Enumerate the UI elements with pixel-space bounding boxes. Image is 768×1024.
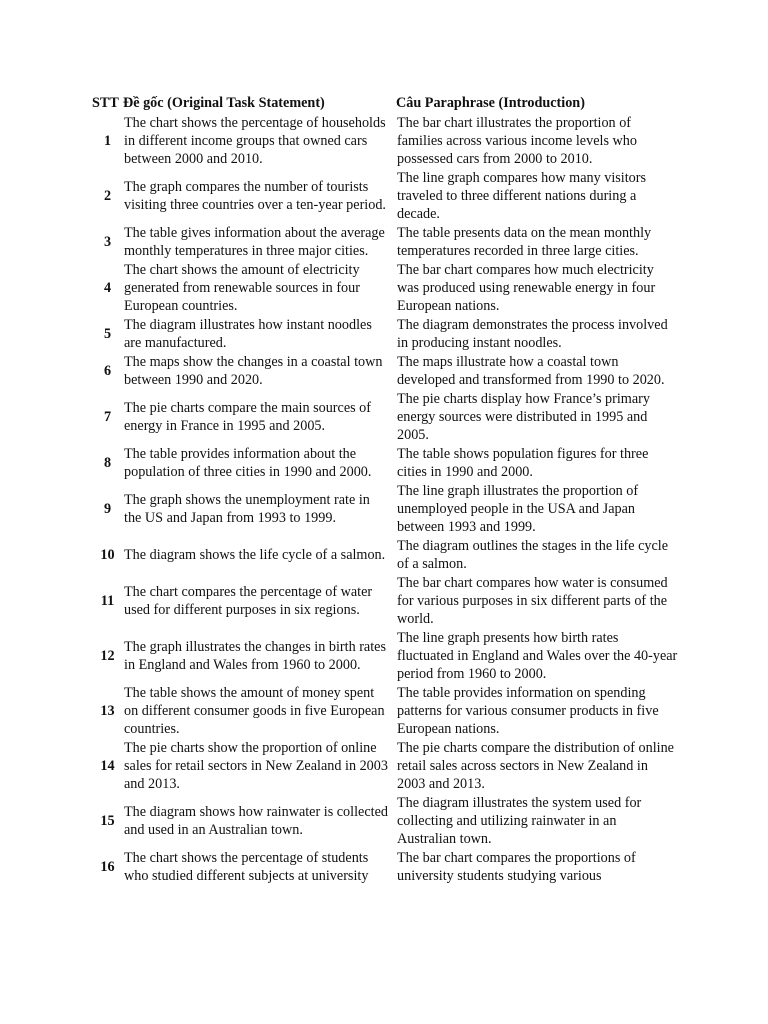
table-row [92, 316, 682, 353]
row-number: 8 [103, 455, 112, 471]
table-row [92, 169, 682, 224]
original-statement: The maps show the changes in a coastal town between 1990 and 2020. [124, 354, 383, 388]
table-row [92, 849, 682, 886]
paraphrase-statement: The bar chart illustrates the proportion of families across various income levels who possessed cars from 2000 to 2010. [397, 115, 637, 167]
table-header [92, 92, 682, 114]
paraphrase-statement: The line graph illustrates the proportion of unemployed people in the USA and Japan between 1993 and 1999. [397, 483, 639, 535]
paraphrase-statement: The pie charts display how France’s primary energy sources were distributed in 1995 and 2005. [397, 391, 650, 443]
original-statement: The table shows the amount of money spent on different consumer goods in five European countries. [124, 685, 385, 737]
table-row [92, 574, 682, 629]
row-number: 7 [103, 409, 112, 425]
row-number: 5 [103, 326, 112, 342]
table-row [92, 224, 682, 261]
paraphrase-statement: The pie charts compare the distribution of online retail sales across sectors in New Zealand in 2003 and 2013. [397, 740, 674, 792]
table-row [92, 353, 682, 390]
table-row [92, 629, 682, 684]
row-number: 2 [103, 188, 112, 204]
row-number: 10 [100, 547, 115, 563]
header-original: Đề gốc (Original Task Statement) [123, 95, 325, 111]
original-statement: The chart shows the percentage of households in different income groups that owned cars between 2000 and 2010. [124, 115, 386, 167]
paraphrase-statement: The diagram outlines the stages in the life cycle of a salmon. [397, 538, 669, 572]
row-number: 3 [103, 234, 112, 250]
original-statement: The chart shows the percentage of students who studied different subjects at university [124, 850, 369, 884]
paraphrase-statement: The table presents data on the mean monthly temperatures recorded in three large cities. [397, 225, 652, 259]
row-number: 11 [100, 593, 115, 609]
row-number: 13 [100, 703, 115, 719]
table-body [92, 114, 682, 886]
row-number: 4 [103, 280, 112, 296]
original-statement: The chart shows the amount of electricity generated from renewable sources in four European countries. [124, 262, 360, 314]
original-statement: The table provides information about the population of three cities in 1990 and 2000. [124, 446, 372, 480]
table-row [92, 114, 682, 169]
row-number: 9 [103, 501, 112, 517]
table-row [92, 739, 682, 794]
paraphrase-statement: The bar chart compares the proportions of university students studying various [397, 850, 636, 884]
table-row [92, 482, 682, 537]
original-statement: The graph shows the unemployment rate in the US and Japan from 1993 to 1999. [124, 492, 370, 526]
table-row [92, 390, 682, 445]
paraphrase-table [92, 92, 682, 886]
paraphrase-statement: The diagram illustrates the system used for collecting and utilizing rainwater in an Australian town. [397, 795, 642, 847]
row-number: 15 [100, 813, 115, 829]
header-stt: STT [92, 95, 119, 111]
table-row [92, 261, 682, 316]
table-header-row [92, 92, 682, 114]
paraphrase-statement: The diagram demonstrates the process involved in producing instant noodles. [397, 317, 668, 351]
table-row [92, 537, 682, 574]
original-statement: The graph compares the number of tourists visiting three countries over a ten-year period. [124, 179, 386, 213]
paraphrase-statement: The table shows population figures for three cities in 1990 and 2000. [397, 446, 649, 480]
row-number: 6 [103, 363, 112, 379]
original-statement: The diagram shows the life cycle of a salmon. [124, 547, 386, 563]
table-row [92, 445, 682, 482]
paraphrase-statement: The maps illustrate how a coastal town developed and transformed from 1990 to 2020. [397, 354, 665, 388]
paraphrase-statement: The table provides information on spending patterns for various consumer products in five European nations. [397, 685, 659, 737]
table-row [92, 794, 682, 849]
original-statement: The diagram shows how rainwater is collected and used in an Australian town. [124, 804, 388, 838]
table-row [92, 684, 682, 739]
original-statement: The pie charts compare the main sources of energy in France in 1995 and 2005. [124, 400, 371, 434]
paraphrase-statement: The bar chart compares how much electricity was produced using renewable energy in four European nations. [397, 262, 656, 314]
paraphrase-statement: The line graph presents how birth rates fluctuated in England and Wales over the 40-year period from 1960 to 2000. [397, 630, 678, 682]
original-statement: The chart compares the percentage of water used for different purposes in six regions. [124, 584, 373, 618]
header-paraphrase: Câu Paraphrase (Introduction) [396, 95, 585, 111]
original-statement: The table gives information about the average monthly temperatures in three major cities. [124, 225, 385, 259]
original-statement: The diagram illustrates how instant noodles are manufactured. [124, 317, 372, 351]
row-number: 1 [103, 133, 112, 149]
paraphrase-statement: The bar chart compares how water is consumed for various purposes in six different parts of the world. [397, 575, 668, 627]
row-number: 12 [100, 648, 115, 664]
row-number: 14 [100, 758, 115, 774]
original-statement: The pie charts show the proportion of online sales for retail sectors in New Zealand in 2003 and 2013. [124, 740, 388, 792]
row-number: 16 [100, 859, 115, 875]
original-statement: The graph illustrates the changes in birth rates in England and Wales from 1960 to 2000. [124, 639, 386, 673]
paraphrase-statement: The line graph compares how many visitors traveled to three different nations during a decade. [397, 170, 647, 222]
